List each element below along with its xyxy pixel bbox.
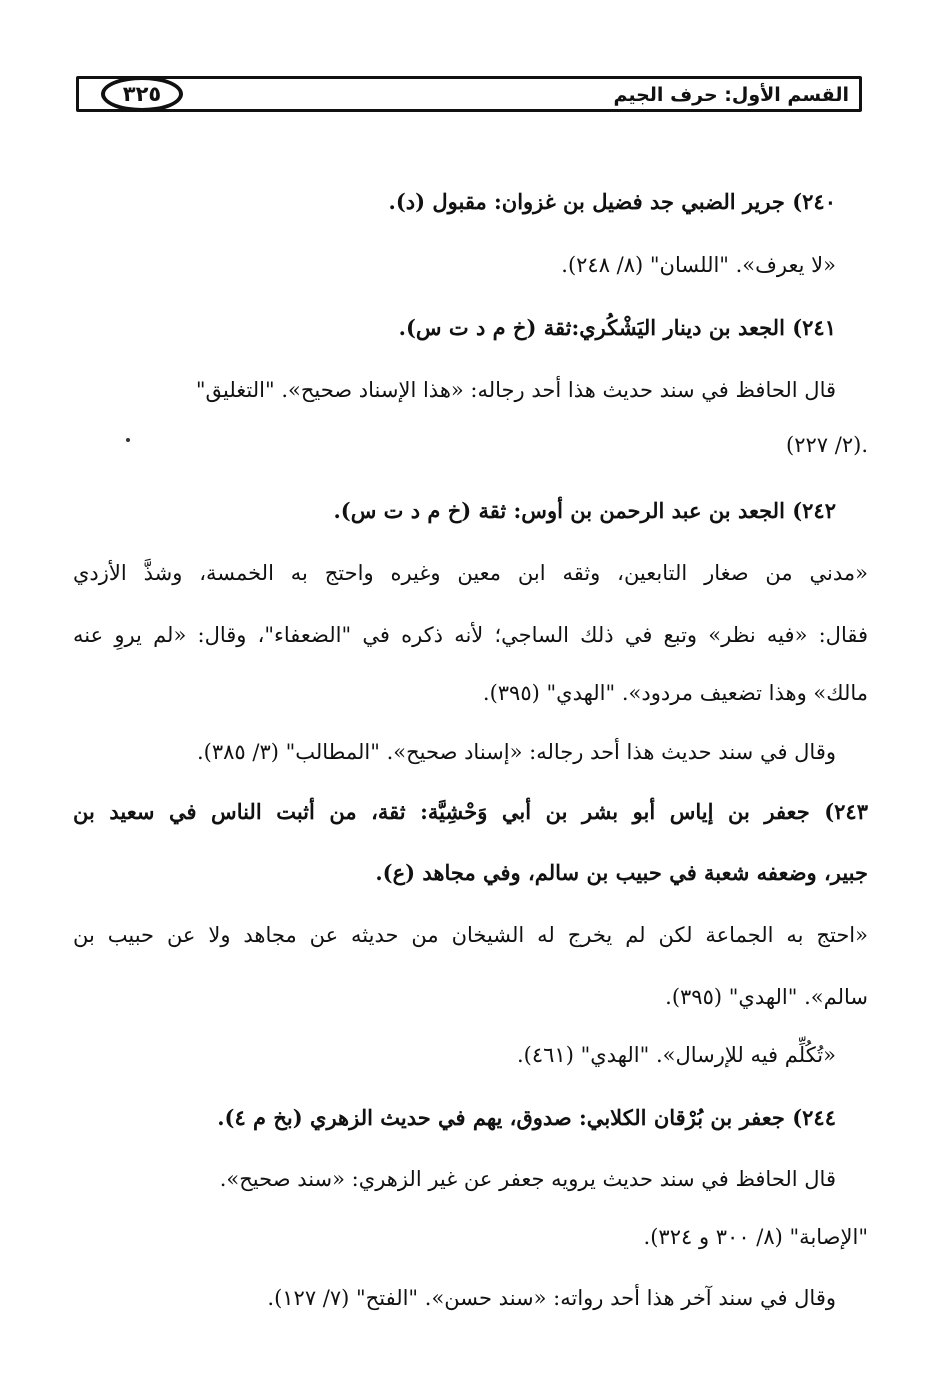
entry-242-note-line-3: مالك» وهذا تضعيف مردود». "الهدي" (٣٩٥).: [482, 681, 868, 705]
running-header: [76, 76, 862, 112]
entry-244-heading: ٢٤٤) جعفر بن بُرْقان الكلابي: صدوق، يهم في حديث الزهري (بخ م ٤).: [217, 1105, 836, 1130]
entry-242-heading: ٢٤٢) الجعد بن عبد الرحمن بن أوس: ثقة (خ م د ت س).: [333, 498, 836, 523]
header-title: القسم الأول: حرف الجيم: [613, 84, 849, 106]
page-number: ٣٢٥: [101, 76, 183, 112]
entry-242-note-line-1: «مدني من صغار التابعين، وثقه ابن معين وغيره واحتج به الخمسة، وشذَّ الأزدي: [73, 561, 868, 585]
entry-244-note-line-2: "الإصابة" (٨/ ٣٠٠ و ٣٢٤).: [643, 1225, 868, 1249]
stray-mark: [126, 438, 130, 442]
entry-240-note: «لا يعرف». "اللسان" (٨/ ٢٤٨).: [561, 253, 836, 277]
entry-243-note-line-2: سالم». "الهدي" (٣٩٥).: [665, 985, 868, 1009]
entry-240-heading: ٢٤٠) جرير الضبي جد فضيل بن غزوان: مقبول (د).: [388, 189, 836, 214]
entry-243-heading-line-1: ٢٤٣) جعفر بن إياس أبو بشر بن أبي وَحْشِيَّة: ثقة، من أثبت الناس في سعيد بن: [73, 799, 868, 824]
entry-242-note-line-4: وقال في سند حديث هذا أحد رجاله: «إسناد صحيح». "المطالب" (٣/ ٣٨٥).: [196, 740, 836, 764]
entry-243-note-line-3: «تُكُلِّم فيه للإرسال». "الهدي" (٤٦١).: [516, 1043, 836, 1067]
entry-241-heading: ٢٤١) الجعد بن دينار اليَشْكُري:ثقة (خ م د ت س).: [398, 315, 836, 340]
entry-244-note-line-3: وقال في سند آخر هذا أحد رواته: «سند حسن». "الفتح" (٧/ ١٢٧).: [267, 1286, 836, 1310]
entry-241-note-line-2: (٢/ ٢٢٧).: [786, 433, 868, 457]
entry-242-note-line-2: فقال: «فيه نظر» وتبع في ذلك الساجي؛ لأنه ذكره في "الضعفاء"، وقال: «لم يروِ عنه: [73, 623, 868, 647]
entry-243-note-line-1: «احتج به الجماعة لكن لم يخرج له الشيخان من حديثه عن مجاهد ولا عن حبيب بن: [73, 923, 868, 947]
entry-243-heading-line-2: جبير، وضعفه شعبة في حبيب بن سالم، وفي مجاهد (ع).: [375, 860, 868, 885]
entry-244-note-line-1: قال الحافظ في سند حديث يرويه جعفر عن غير الزهري: «سند صحيح».: [219, 1167, 836, 1191]
entry-241-note-line-1: قال الحافظ في سند حديث هذا أحد رجاله: «هذا الإسناد صحيح». "التغليق": [195, 378, 836, 402]
